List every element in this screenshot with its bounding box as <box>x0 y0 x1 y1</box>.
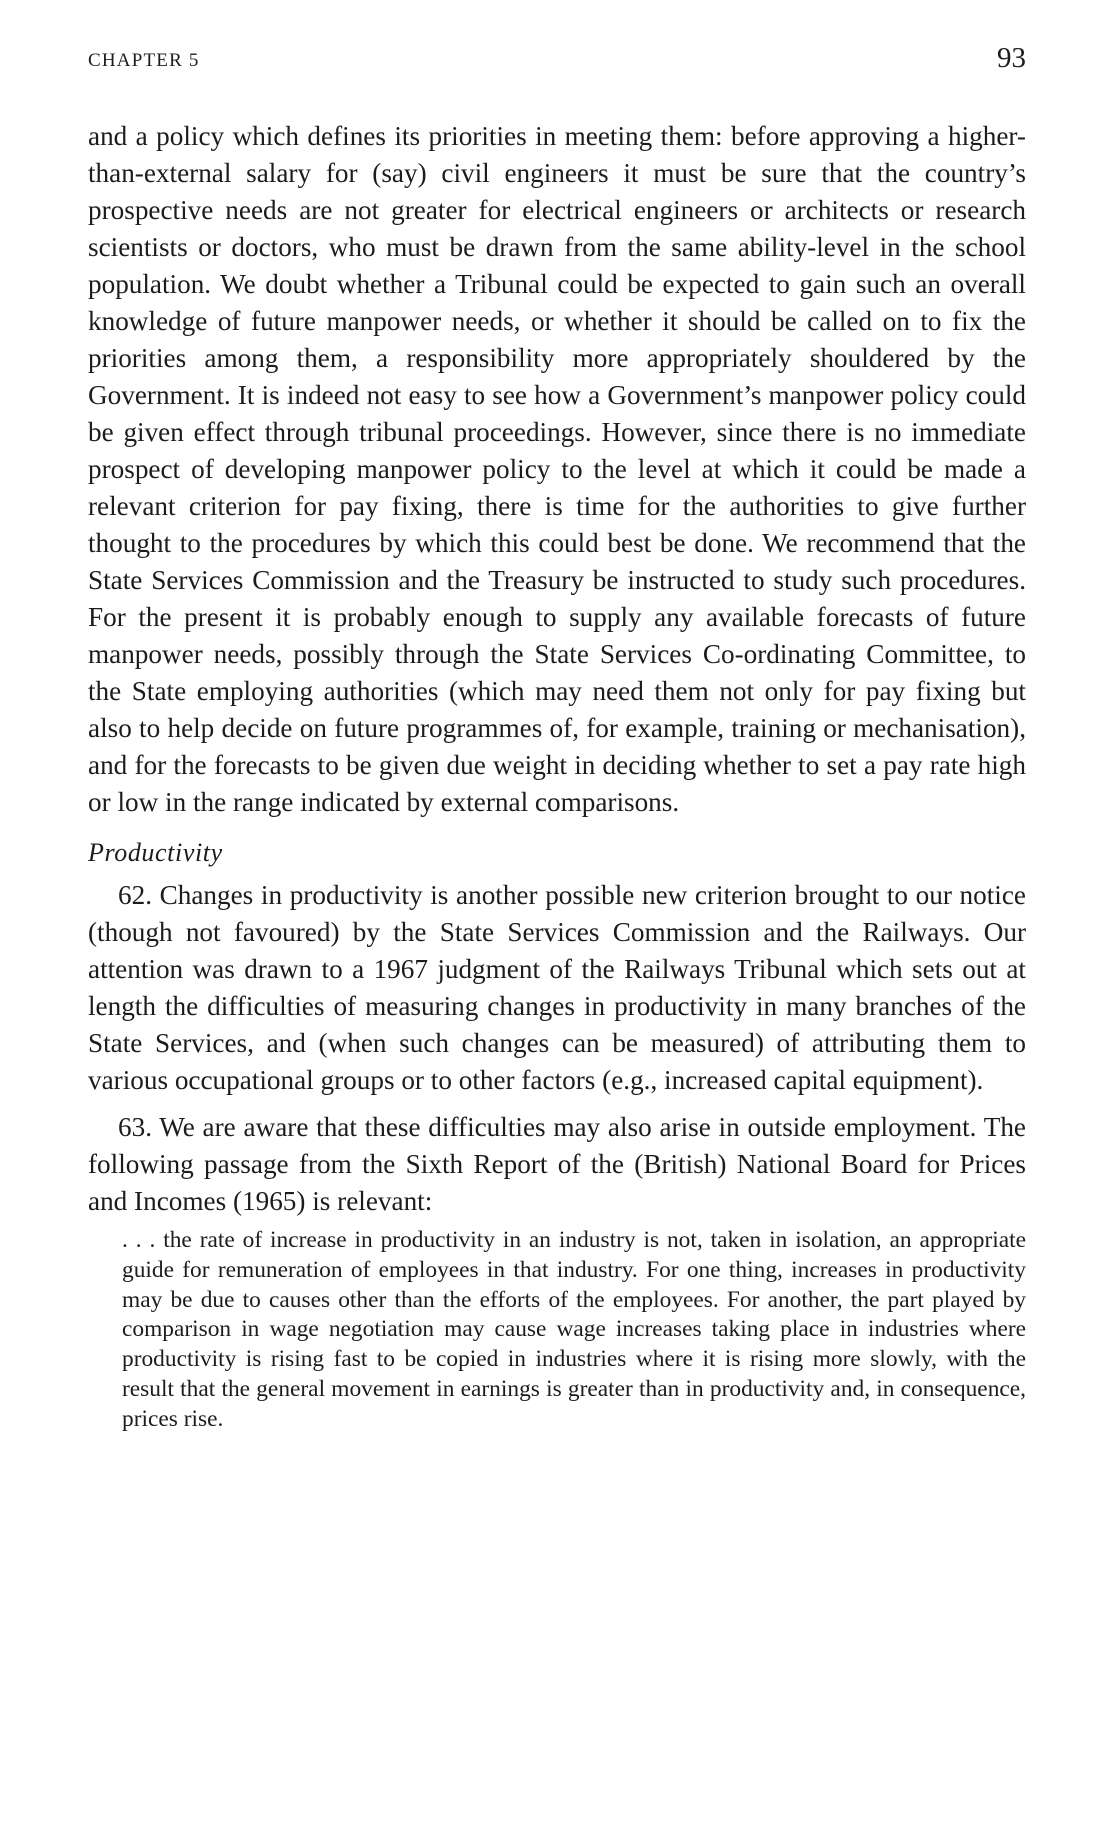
page-body <box>88 118 1026 1435</box>
section-heading: Productivity <box>88 838 223 867</box>
page-number: 93 <box>997 42 1026 74</box>
block-quote: . . . the rate of increase in productivity in an industry is not, taken in isolation, an appropriate guide for remuneration of employees in that industry. For one thing, increases in productivity may be due to causes other than the efforts of the employees. For another, the part played by comparison in wage negotiation may cause wage increases taking place in industries where productivity is rising fast to be copied in industries where it is rising more slowly, with the result that the general movement in earnings is greater than in productivity and, in consequence, prices rise. <box>122 1227 1026 1432</box>
paragraph-63: 63. We are aware that these difficulties may also arise in outside employment. The following passage from the Sixth Report of the (British) National Board for Prices and Incomes (1965) is relevant: <box>88 1112 1026 1216</box>
chapter-label: CHAPTER 5 <box>88 50 200 71</box>
running-head <box>88 42 1026 82</box>
continuation-paragraph: and a policy which defines its priorities in meeting them: before approving a higher-than-external salary for (say) civil engineers it must be sure that the country’s prospective needs are not greater for electrical engineers or architects or research scientists or doctors, who must be drawn from the same ability-level in the school population. We doubt whether a Tribunal could be expected to gain such an overall knowledge of future manpower needs, or whether it should be called on to fix the priorities among them, a responsibility more appropriately shouldered by the Government. It is indeed not easy to see how a Government’s manpower policy could be given effect through tribunal proceedings. However, since there is no immediate prospect of developing manpower policy to the level at which it could be made a relevant criterion for pay fixing, there is time for the authorities to give further thought to the procedures by which this could best be done. We recommend that the State Services Commission and the Treasury be instructed to study such procedures. For the present it is probably enough to supply any available forecasts of future manpower needs, possibly through the State Services Co-ordinating Committee, to the State employing authorities (which may need them not only for pay fixing but also to help decide on future programmes of, for example, training or mechanisation), and for the forecasts to be given due weight in deciding whether to set a pay rate high or low in the range indicated by external comparisons. <box>88 121 1026 817</box>
paragraph-62: 62. Changes in productivity is another possible new criterion brought to our notice (though not favoured) by the State Services Commission and the Railways. Our attention was drawn to a 1967 judgment of the Railways Tribunal which sets out at length the difficulties of measuring changes in productivity in many branches of the State Services, and (when such changes can be measured) of attributing them to various occupational groups or to other factors (e.g., increased capital equipment). <box>88 880 1026 1095</box>
